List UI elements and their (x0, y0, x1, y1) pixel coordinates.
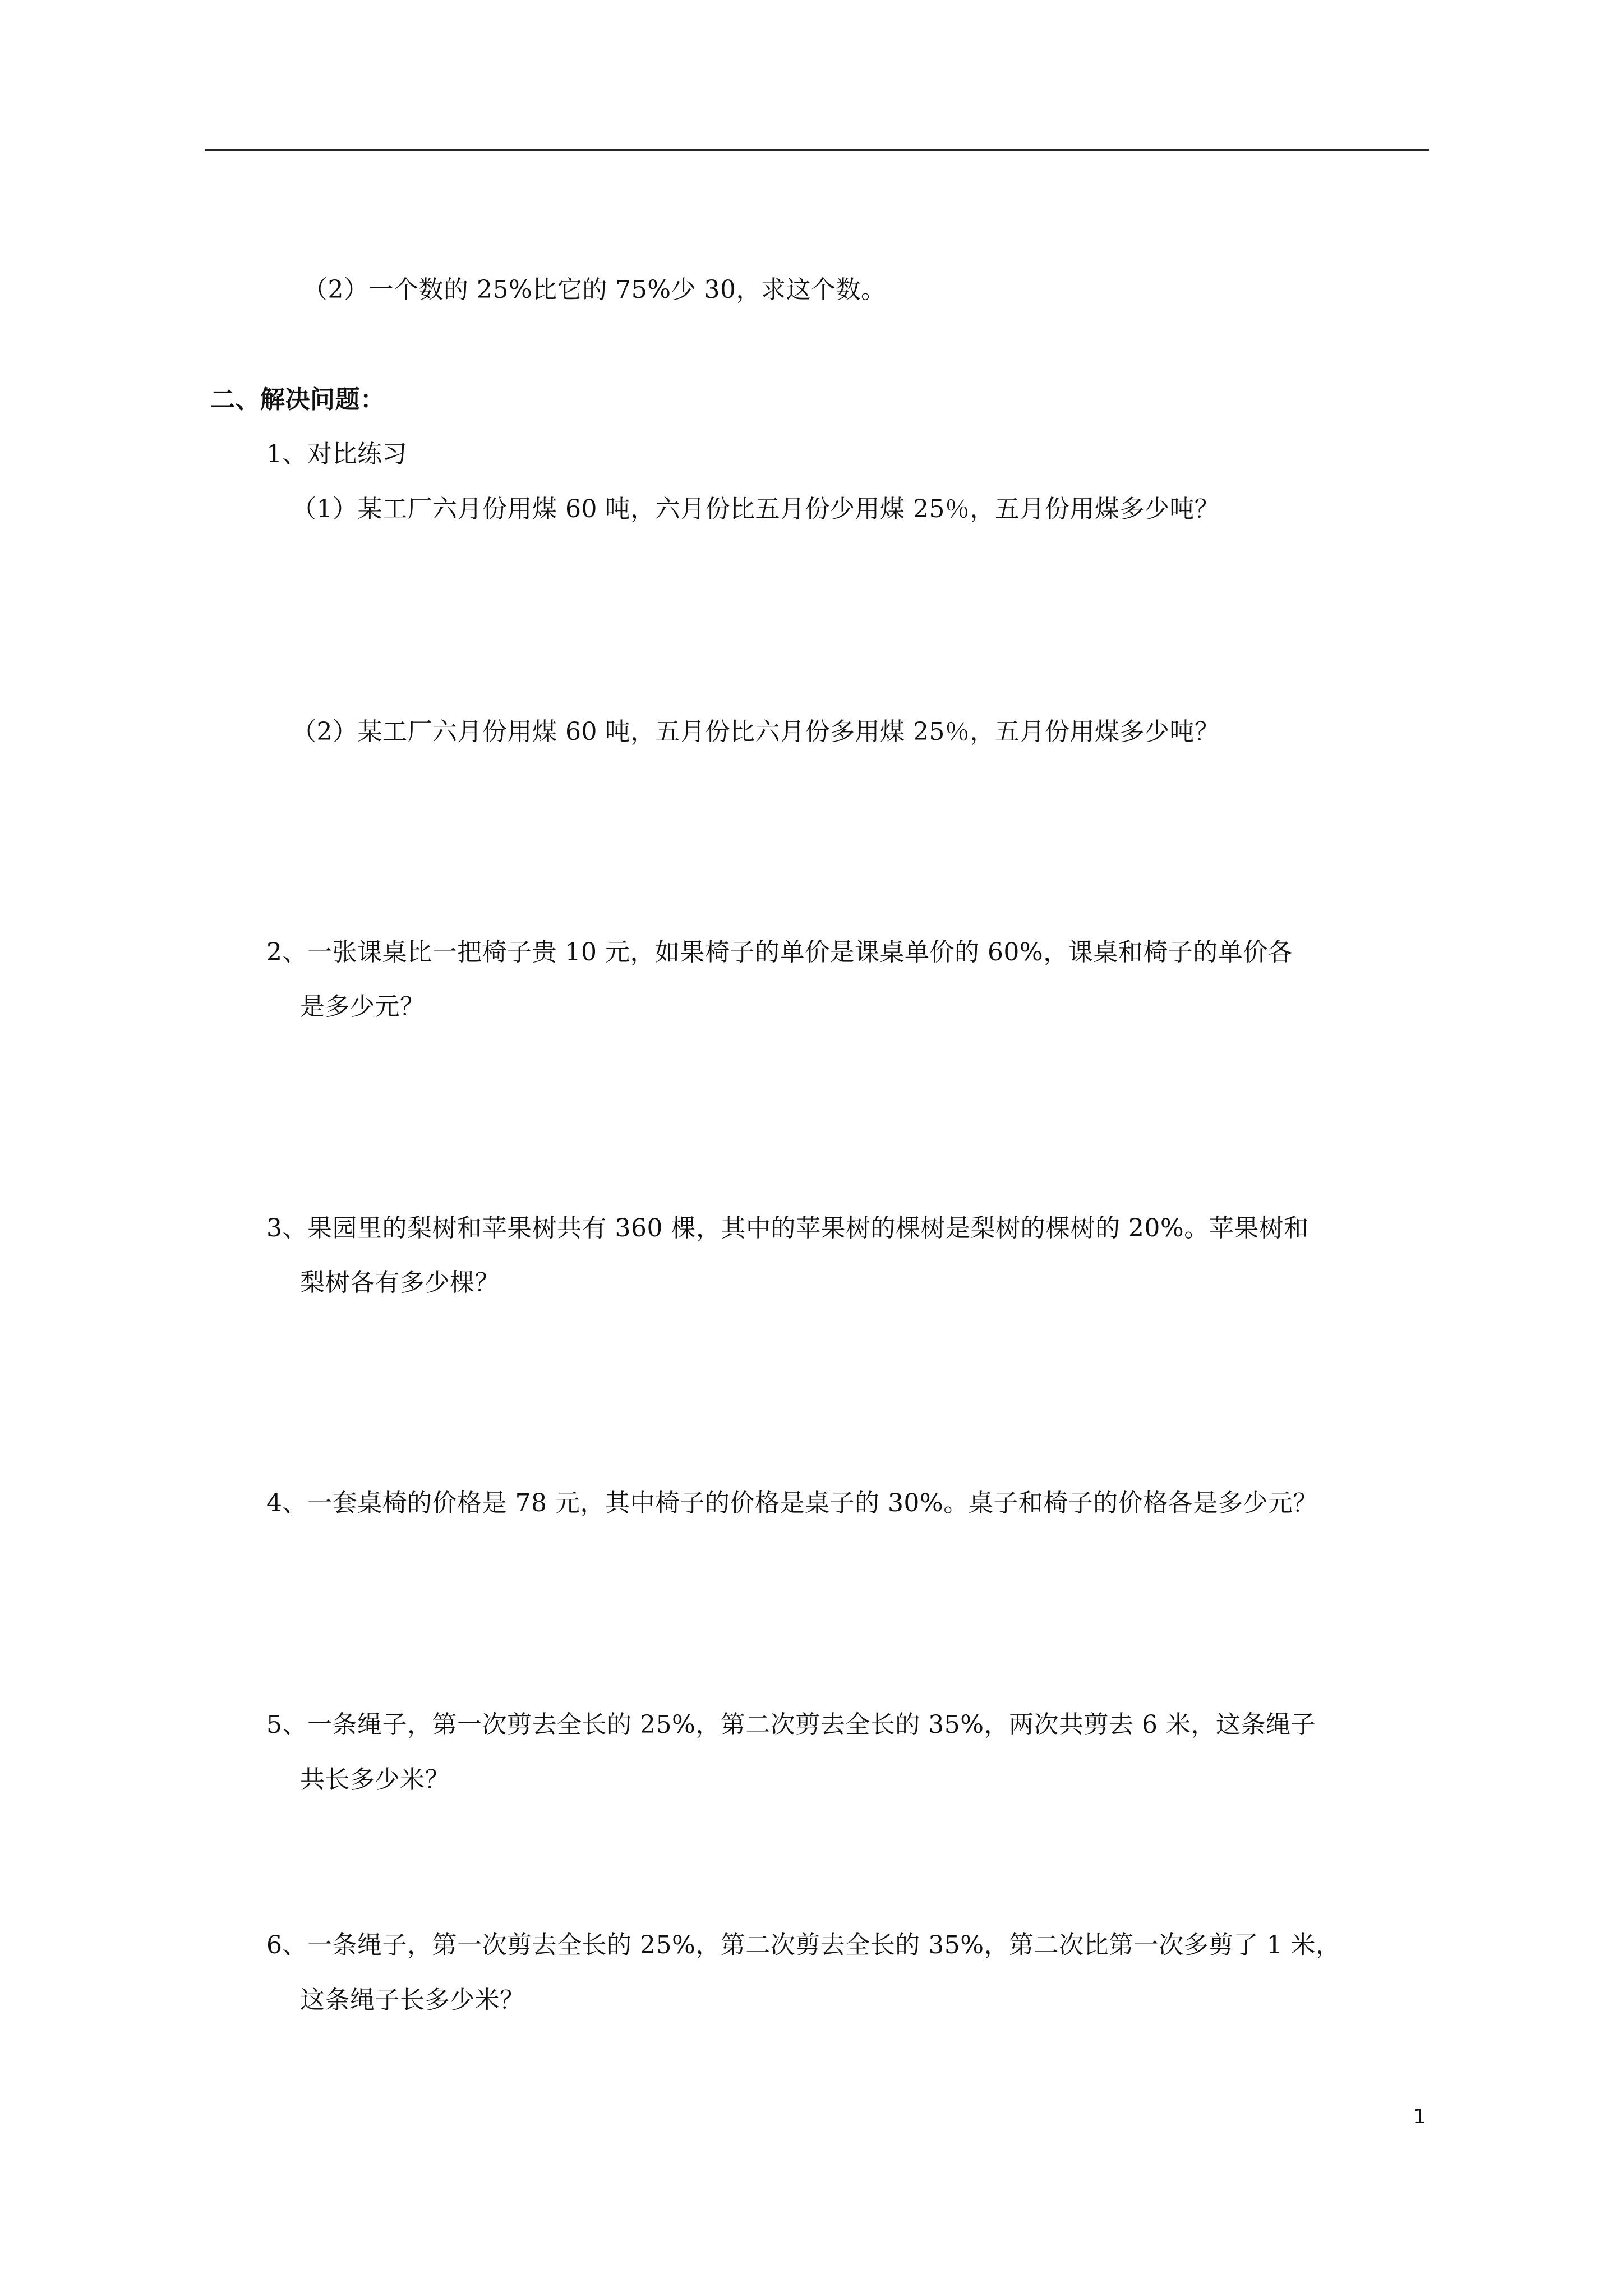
section-heading: 二、解决问题： (210, 385, 385, 414)
question-1-part-1: （1）某工厂六月份用煤 60 吨，六月份比五月份少用煤 25％，五月份用煤多少吨？ (292, 495, 1220, 523)
question-6-line-1: 6、一条绳子，第一次剪去全长的 25%，第二次剪去全长的 35%，第二次比第一次多剪了 1 米， (266, 1931, 1341, 1959)
page-number: 1 (1413, 2105, 1426, 2128)
question-1-title: 1、对比练习 (266, 440, 407, 468)
question-3-line-1: 3、果园里的梨树和苹果树共有 360 棵，其中的苹果树的棵树是梨树的棵树的 20%。苹果树和 (266, 1214, 1309, 1243)
question-2-line-2: 是多少元？ (300, 992, 425, 1021)
question-3-line-2: 梨树各有多少棵？ (300, 1268, 500, 1297)
question-6-line-2: 这条绳子长多少米？ (300, 1986, 525, 2014)
question-2-line-1: 2、一张课桌比一把椅子贵 10 元，如果椅子的单价是课桌单价的 60%，课桌和椅子的单价各 (266, 938, 1293, 967)
header-rule (205, 149, 1429, 151)
sub-question-2-equation: （2）一个数的 25%比它的 75%少 30，求这个数。 (303, 275, 886, 304)
question-5-line-2: 共长多少米？ (300, 1765, 450, 1794)
question-4: 4、一套桌椅的价格是 78 元，其中椅子的价格是桌子的 30%。桌子和椅子的价格各是多少元？ (266, 1489, 1318, 1517)
question-1-part-2: （2）某工厂六月份用煤 60 吨，五月份比六月份多用煤 25％，五月份用煤多少吨？ (292, 717, 1220, 746)
question-5-line-1: 5、一条绳子，第一次剪去全长的 25%，第二次剪去全长的 35%，两次共剪去 6 米，这条绳子 (266, 1710, 1316, 1739)
